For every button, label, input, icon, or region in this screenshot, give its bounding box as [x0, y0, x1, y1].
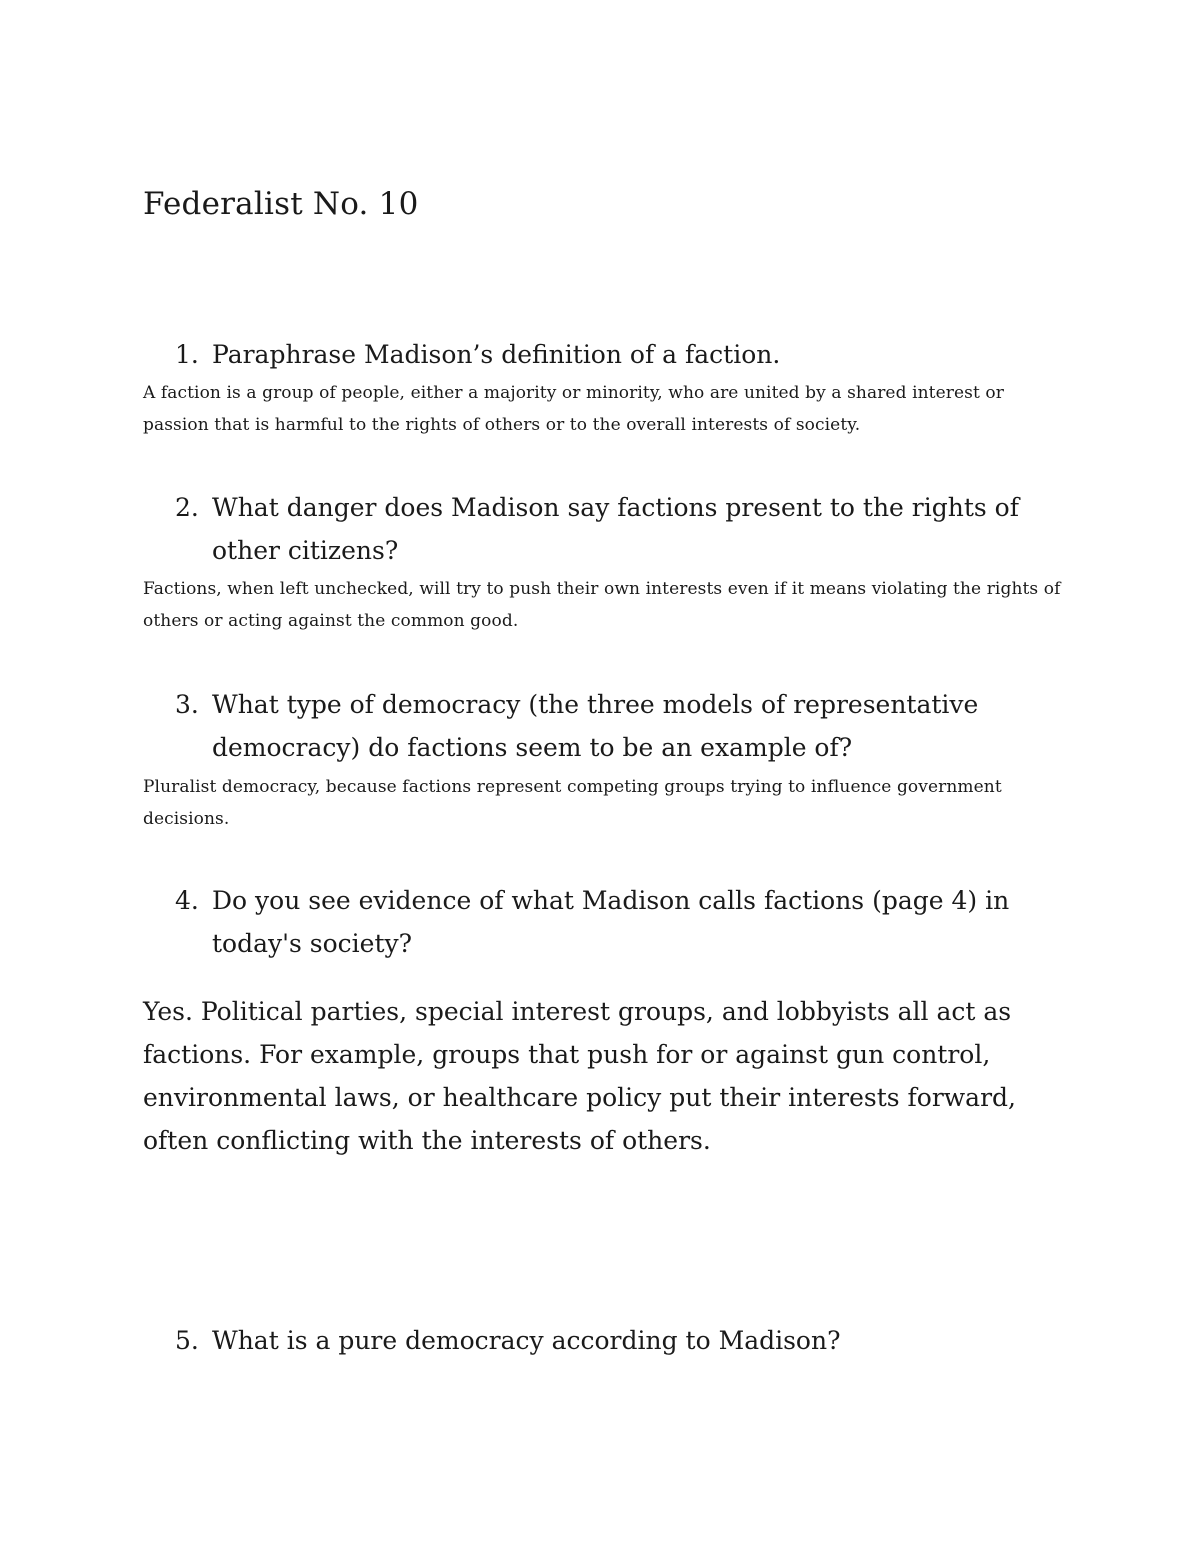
answer-2: Factions, when left unchecked, will try to push their own interests even if it means violating the rights of others or acting against the common good. — [143, 579, 1061, 631]
question-number: 1. — [175, 340, 199, 369]
question-1 — [175, 333, 1035, 376]
question-number: 5. — [175, 1326, 199, 1355]
question-text: What type of democracy (the three models of representative democracy) do factions seem to be an example of? — [212, 690, 979, 762]
page-title: Federalist No. 10 — [143, 186, 419, 222]
question-4 — [175, 879, 1035, 965]
question-text: What is a pure democracy according to Madison? — [212, 1326, 841, 1355]
answer-4: Yes. Political parties, special interest groups, and lobbyists all act as factions. For example, groups that push for or against gun control, environmental laws, or healthcare policy put their interests forward, often conflicting with the interests of others. — [143, 997, 1016, 1155]
question-text: Do you see evidence of what Madison calls factions (page 4) in today's society? — [212, 886, 1010, 958]
question-number: 4. — [175, 886, 199, 915]
answer-1: A faction is a group of people, either a majority or minority, who are united by a shared interest or passion that is harmful to the rights of others or to the overall interests of society. — [143, 383, 1004, 435]
question-number: 3. — [175, 690, 199, 719]
question-2 — [175, 486, 1035, 572]
question-3 — [175, 683, 1035, 769]
question-5 — [175, 1319, 1035, 1362]
question-text: What danger does Madison say factions present to the rights of other citizens? — [212, 493, 1019, 565]
answer-3: Pluralist democracy, because factions represent competing groups trying to influence government decisions. — [143, 777, 1002, 829]
question-number: 2. — [175, 493, 199, 522]
question-text: Paraphrase Madison’s definition of a faction. — [212, 340, 781, 369]
